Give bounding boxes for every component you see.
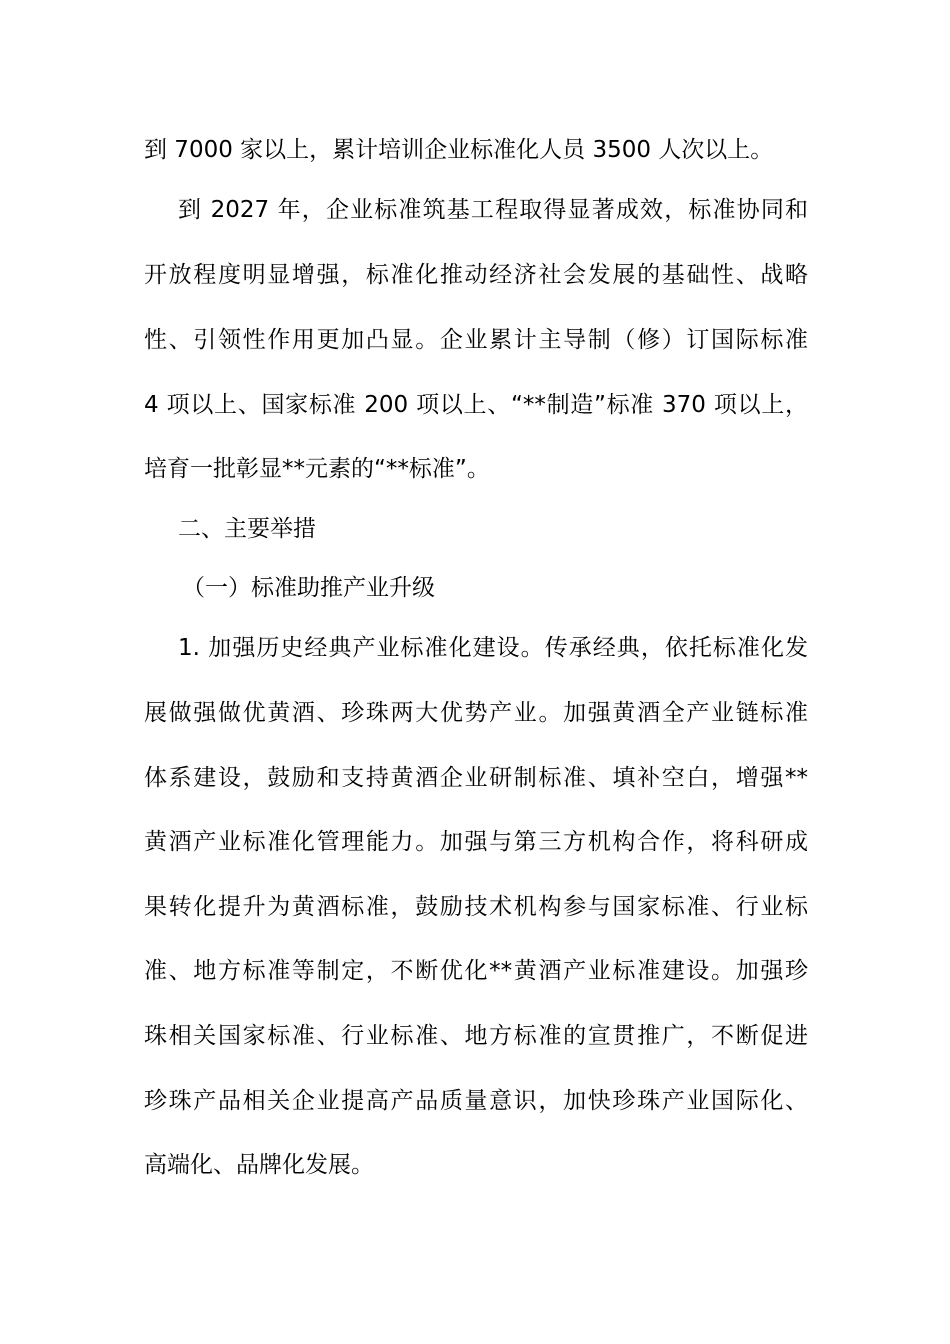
paragraph-line: 到 7000 家以上，累计培训企业标准化人员 3500 人次以上。	[144, 137, 774, 163]
paragraph-line: 体系建设，鼓励和支持黄酒企业研制标准、填补空白，增强**	[144, 765, 808, 791]
section-heading: 二、主要举措	[178, 516, 316, 542]
paragraph-line: 展做强做优黄酒、珍珠两大优势产业。加强黄酒全产业链标准	[144, 700, 808, 726]
paragraph-line: 珠相关国家标准、行业标准、地方标准的宣贯推广，不断促进	[144, 1023, 808, 1049]
paragraph-line: 准、地方标准等制定，不断优化**黄酒产业标准建设。加强珍	[144, 958, 808, 984]
paragraph-line: 珍珠产品相关企业提高产品质量意识，加快珍珠产业国际化、	[144, 1088, 808, 1114]
paragraph-line: 开放程度明显增强，标准化推动经济社会发展的基础性、战略	[144, 262, 808, 288]
paragraph-line: 性、引领性作用更加凸显。企业累计主导制（修）订国际标准	[144, 327, 808, 353]
paragraph-line: 4 项以上、国家标准 200 项以上、“**制造”标准 370 项以上，	[144, 392, 808, 418]
paragraph-line: 黄酒产业标准化管理能力。加强与第三方机构合作，将科研成	[144, 829, 808, 855]
paragraph-line: 高端化、品牌化发展。	[144, 1152, 374, 1178]
paragraph-line: 1. 加强历史经典产业标准化建设。传承经典，依托标准化发	[178, 635, 808, 661]
subsection-heading: （一）标准助推产业升级	[182, 575, 435, 601]
paragraph-line: 培育一批彰显**元素的“**标准”。	[144, 456, 490, 482]
paragraph-line: 果转化提升为黄酒标准，鼓励技术机构参与国家标准、行业标	[144, 894, 808, 920]
paragraph-line: 到 2027 年，企业标准筑基工程取得显著成效，标准协同和	[178, 197, 808, 223]
